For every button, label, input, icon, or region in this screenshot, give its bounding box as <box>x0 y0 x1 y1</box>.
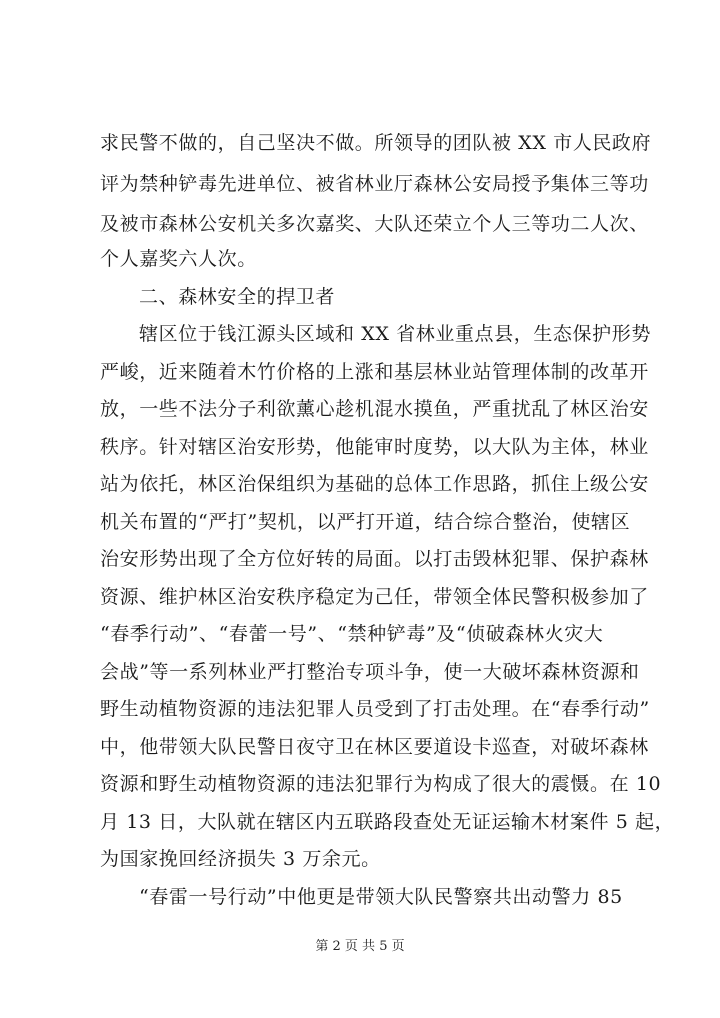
paragraph-first-line: “春雷一号行动”中他更是带领大队民警察共出动警力 85 <box>139 886 623 908</box>
text-line: 严峻，近来随着木竹价格的上涨和基层林业站管理体制的改革开 <box>100 361 649 383</box>
text-line: 为国家挽回经济损失 3 万余元。 <box>100 848 381 870</box>
section-heading: 二、森林安全的捍卫者 <box>139 286 336 308</box>
text-line: 月 13 日，大队就在辖区内五联路段查处无证运输木材案件 5 起， <box>100 811 675 833</box>
text-line: “春季行动”、“春蕾一号”、“禁种铲毒”及“侦破森林火灾大 <box>100 623 604 645</box>
page-number-footer: 第 2 页 共 5 页 <box>315 939 405 954</box>
text-line: 中，他带领大队民警日夜守卫在林区要道设卡巡查，对破坏森林 <box>100 736 649 758</box>
text-line: 个人嘉奖六人次。 <box>100 248 257 270</box>
text-line: 求民警不做的，自己坚决不做。所领导的团队被 XX 市人民政府 <box>100 132 652 154</box>
text-line: 治安形势出现了全方位好转的局面。以打击毁林犯罪、保护森林 <box>100 548 649 570</box>
text-line: 机关布置的“严打”契机，以严打开道，结合综合整治，使辖区 <box>100 511 631 533</box>
text-line: 会战”等一系列林业严打整治专项斗争，使一大破坏森林资源和 <box>100 661 640 683</box>
text-line: 秩序。针对辖区治安形势，他能审时度势，以大队为主体，林业 <box>100 436 649 458</box>
text-line: 及被市森林公安机关多次嘉奖、大队还荣立个人三等功二人次、 <box>100 213 649 235</box>
text-line: 站为依托，林区治保组织为基础的总体工作思路，抓住上级公安 <box>100 473 649 495</box>
text-line: 评为禁种铲毒先进单位、被省林业厅森林公安局授予集体三等功 <box>100 173 649 195</box>
text-line: 野生动植物资源的违法犯罪人员受到了打击处理。在“春季行动” <box>100 698 650 720</box>
text-line: 放，一些不法分子利欲薰心趁机混水摸鱼，严重扰乱了林区治安 <box>100 398 649 420</box>
text-line: 资源和野生动植物资源的违法犯罪行为构成了很大的震慑。在 10 <box>100 773 662 795</box>
paragraph-first-line: 辖区位于钱江源头区域和 XX 省林业重点县，生态保护形势 <box>139 323 651 345</box>
text-line: 资源、维护林区治安秩序稳定为己任，带领全体民警积极参加了 <box>100 586 649 608</box>
